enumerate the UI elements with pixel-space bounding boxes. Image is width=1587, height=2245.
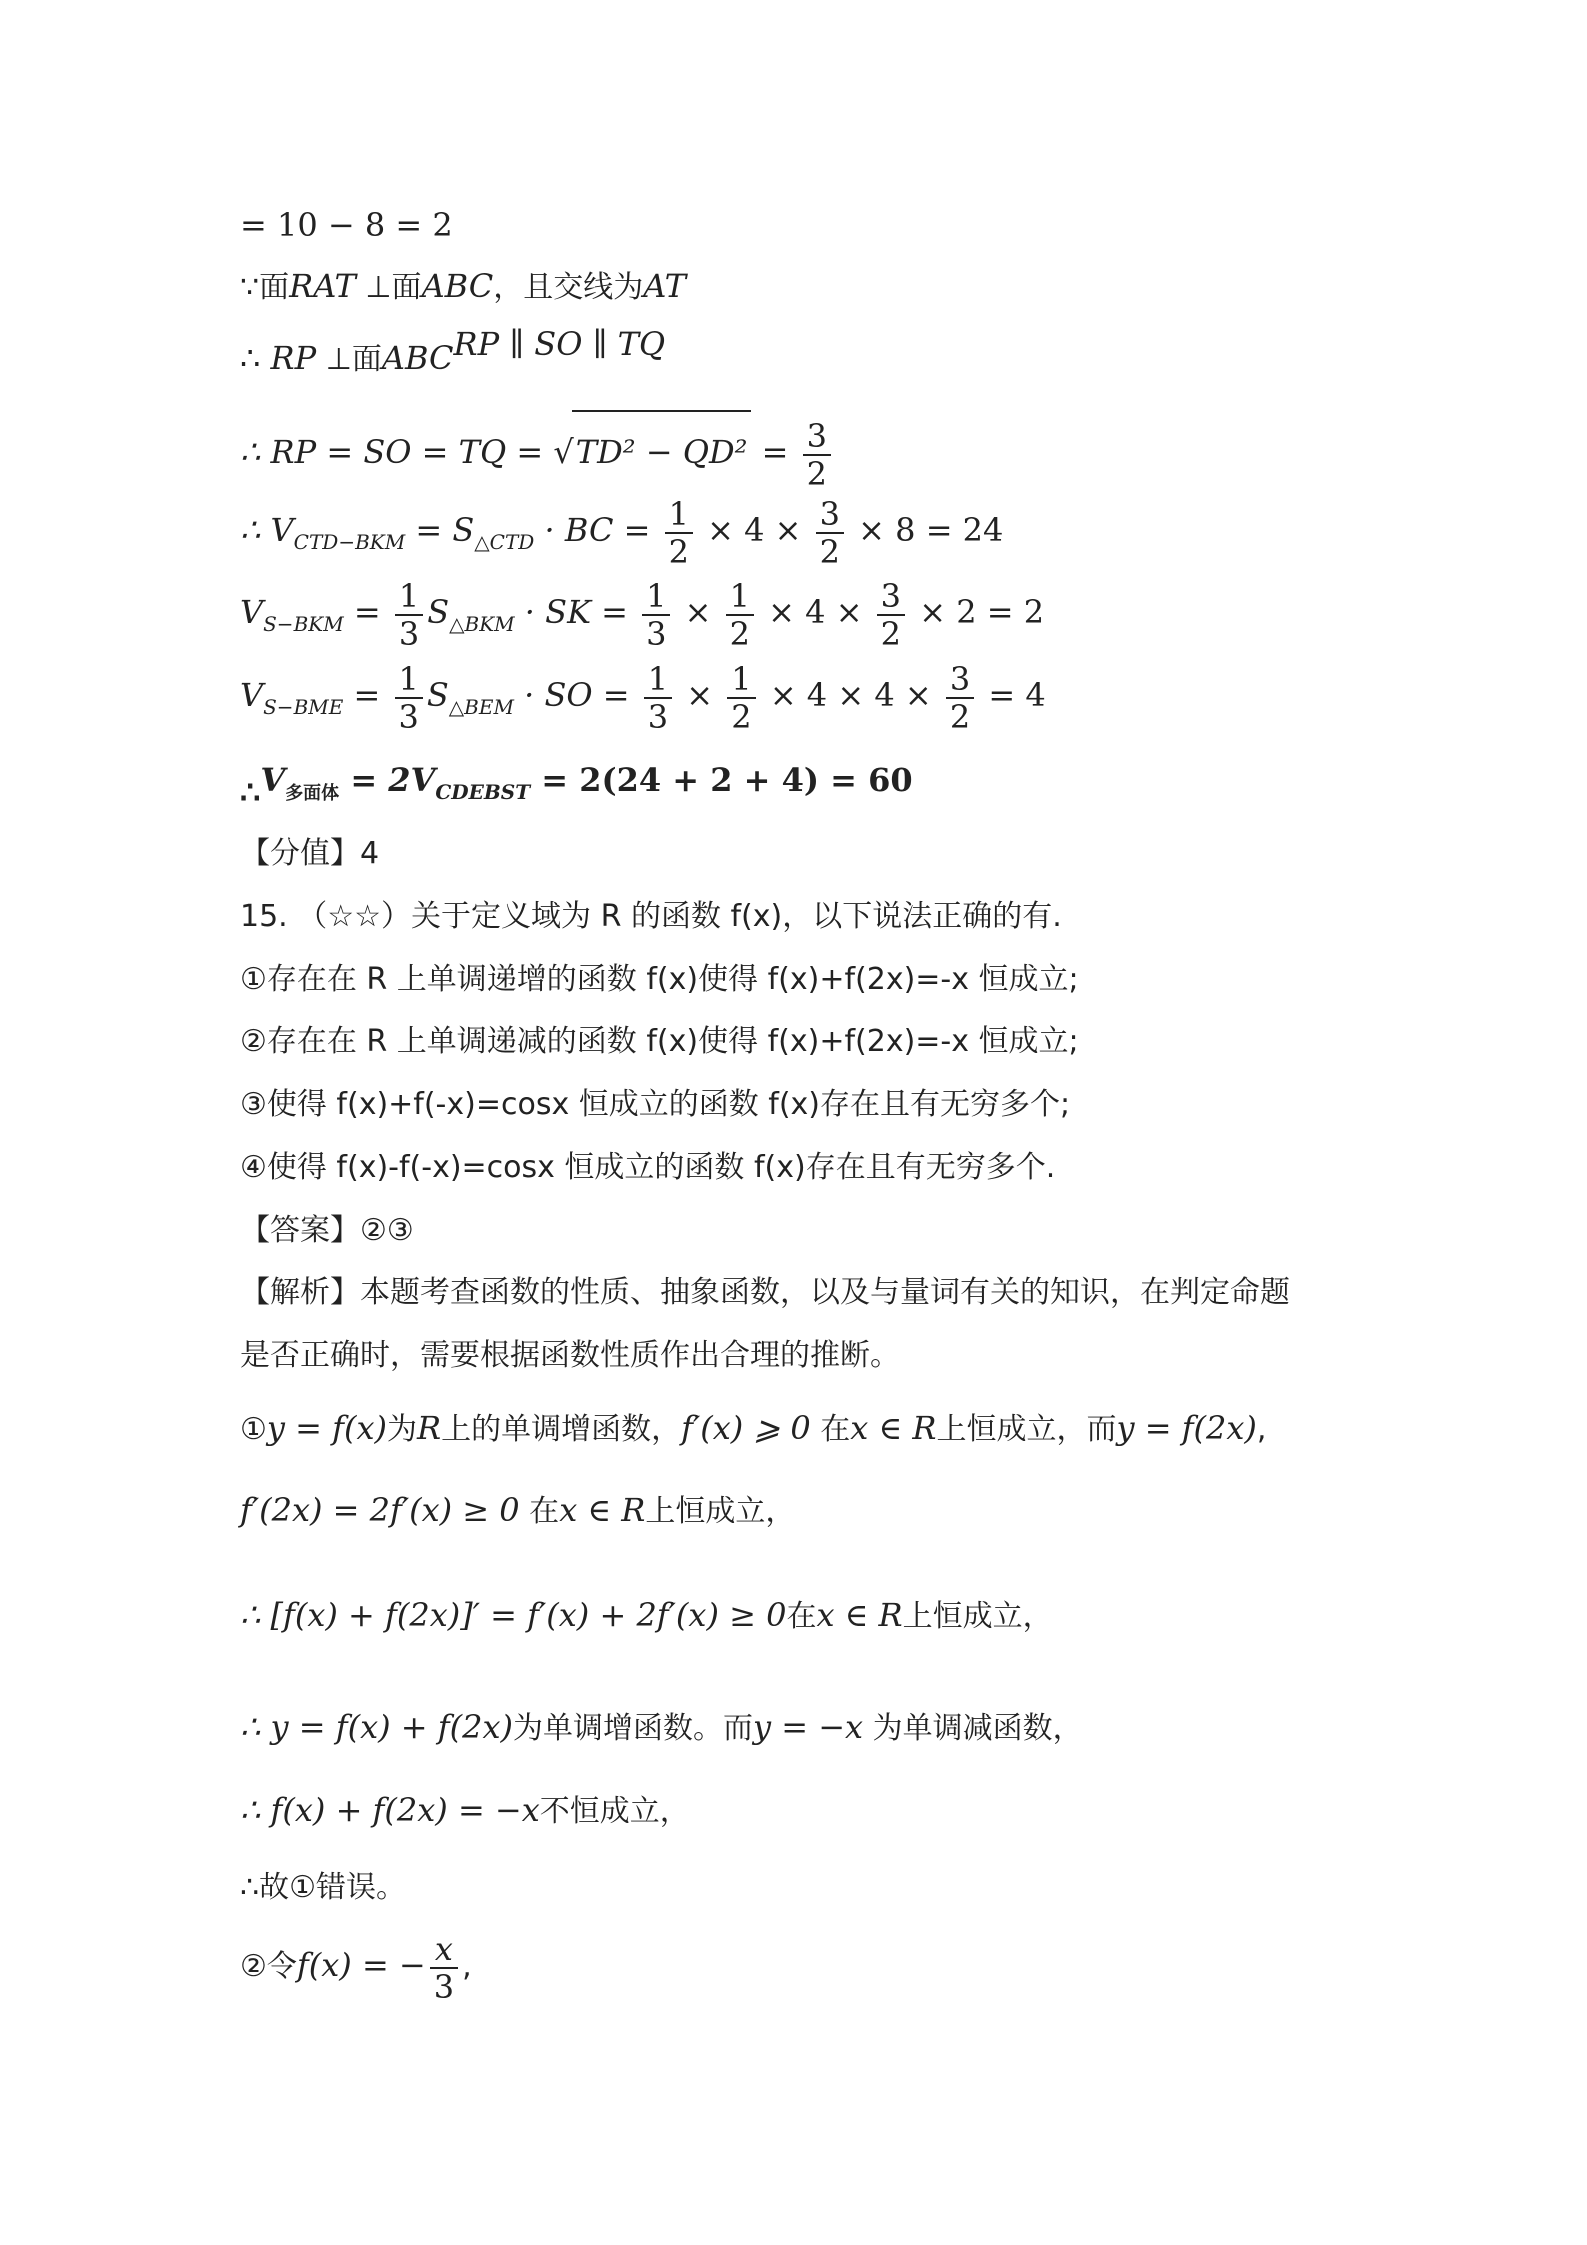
answer-label: 【答案】②③ xyxy=(240,1213,414,1248)
denominator: 3 xyxy=(398,614,420,653)
math: ∴ f(x) + f(2x) = −x xyxy=(240,1791,540,1829)
math: ∴ [f(x) + f(2x)]′ = f′(x) + 2f′(x) ≥ 0 xyxy=(240,1596,787,1634)
option-1: ①存在在 R 上单调递增的函数 f(x)使得 f(x)+f(2x)=-x 恒成立; xyxy=(240,962,1079,997)
math: ∴ RP = SO = TQ = √ xyxy=(240,433,574,471)
question-15: 15. （☆☆）关于定义域为 R 的函数 f(x)，以下说法正确的有. xyxy=(240,899,1062,934)
math: × 4 × xyxy=(758,593,873,631)
fraction xyxy=(877,578,905,652)
subscript: S−BME xyxy=(263,695,344,719)
statement-plane-perpendicular xyxy=(240,266,686,308)
score-label: 【分值】4 xyxy=(240,836,380,871)
numerator: 1 xyxy=(727,661,755,699)
math: x ∈ R xyxy=(559,1491,646,1529)
math: × 4 × xyxy=(696,511,812,549)
math: f′(2x) = 2f′(x) ≥ 0 xyxy=(240,1491,520,1529)
numerator: 3 xyxy=(877,578,905,616)
text: ⊥面 xyxy=(316,342,382,377)
subscript: S−BKM xyxy=(263,612,344,636)
equation-volume-s-bme xyxy=(240,655,1046,747)
solution-line-2 xyxy=(240,1490,795,1532)
solution-line-4 xyxy=(240,1707,1083,1749)
numerator: 1 xyxy=(726,578,754,616)
subscript: CTD−BKM xyxy=(293,530,406,554)
analysis-line-2: 是否正确时，需要根据函数性质作出合理的推断。 xyxy=(240,1338,900,1373)
denominator: 2 xyxy=(729,614,750,653)
text: 为单调减函数， xyxy=(863,1711,1083,1746)
numerator: 1 xyxy=(395,661,423,699)
option-2: ②存在在 R 上单调递减的函数 f(x)使得 f(x)+f(2x)=-x 恒成立; xyxy=(240,1024,1079,1059)
denominator: 2 xyxy=(819,532,840,571)
equation-rp-so-tq xyxy=(240,410,835,492)
option-3: ③使得 f(x)+f(-x)=cosx 恒成立的函数 f(x)存在且有无穷多个; xyxy=(240,1087,1071,1122)
solution-line-3 xyxy=(240,1595,1053,1637)
math: = S xyxy=(405,511,475,549)
math: f′(x) ⩾ 0 xyxy=(681,1409,811,1447)
fraction xyxy=(642,578,670,652)
math: f(x) = − xyxy=(296,1946,426,1984)
denominator: 2 xyxy=(668,532,689,571)
subscript: △BEM xyxy=(448,695,514,719)
fraction xyxy=(816,496,844,570)
equation-text: = 10 − 8 = 2 xyxy=(240,206,453,244)
text: ⊥面 xyxy=(355,270,422,305)
numerator: 1 xyxy=(395,578,423,616)
option-4: ④使得 f(x)-f(-x)=cosx 恒成立的函数 f(x)存在且有无穷多个. xyxy=(240,1150,1056,1185)
text: ∵面 xyxy=(240,270,290,305)
math: · SK = xyxy=(514,593,639,631)
equation-volume-s-bkm xyxy=(240,572,1044,664)
text: ① xyxy=(240,1412,267,1447)
analysis-line-1: 【解析】本题考查函数的性质、抽象函数，以及与量词有关的知识，在判定命题 xyxy=(240,1275,1290,1310)
text: 在 xyxy=(519,1494,560,1529)
text: 上恒成立， xyxy=(645,1494,796,1529)
math: × xyxy=(674,593,722,631)
solution-line-7 xyxy=(240,1925,472,2007)
fraction xyxy=(803,418,831,492)
text: 上恒成立， xyxy=(902,1599,1053,1634)
math: V xyxy=(240,676,264,714)
math: y = f(2x) xyxy=(1116,1409,1257,1447)
math: × xyxy=(676,676,724,714)
math: RP ∥ SO ∥ TQ xyxy=(453,325,666,363)
numerator: 1 xyxy=(642,578,670,616)
numerator: 1 xyxy=(644,661,672,699)
math: x ∈ R xyxy=(816,1596,903,1634)
subscript: 多面体 xyxy=(285,783,340,804)
fraction xyxy=(430,1931,458,2005)
equation-line-1 xyxy=(240,205,453,245)
math: S xyxy=(427,593,450,631)
denominator: 3 xyxy=(646,614,667,653)
math: = 2V xyxy=(339,761,436,799)
text: 为单调增函数。而 xyxy=(513,1711,753,1746)
numerator: 1 xyxy=(665,496,693,534)
text: 不恒成立， xyxy=(539,1794,690,1829)
math: RP xyxy=(270,339,317,377)
fraction xyxy=(395,661,423,735)
fraction xyxy=(644,661,672,735)
equation-total-volume xyxy=(240,760,913,814)
text: 为 xyxy=(387,1412,417,1447)
solution-line-6: ∴故①错误。 xyxy=(240,1870,406,1905)
math: RAT xyxy=(289,267,356,305)
text: , xyxy=(462,1949,472,1984)
math: · BC = xyxy=(534,511,661,549)
math: × 8 = 24 xyxy=(848,511,1004,549)
text: ∴ xyxy=(240,339,271,377)
denominator: 2 xyxy=(731,697,752,736)
statement-rp-perpendicular xyxy=(240,325,666,380)
text: ②令 xyxy=(240,1949,297,1984)
fraction xyxy=(727,661,755,735)
subscript: CDEBST xyxy=(435,780,531,804)
subscript: △BKM xyxy=(449,612,515,636)
math: ∴ y = f(x) + f(2x) xyxy=(240,1708,513,1746)
numerator: x xyxy=(430,1931,458,1969)
denominator: 2 xyxy=(949,697,971,736)
subscript: △CTD xyxy=(474,530,535,554)
fraction xyxy=(665,496,693,570)
text: 上的单调增函数， xyxy=(441,1412,682,1447)
math: × 4 × 4 × xyxy=(759,676,942,714)
math: = 2(24 + 2 + 4) = 60 xyxy=(530,761,913,799)
math: · SO = xyxy=(513,676,640,714)
fraction xyxy=(726,578,754,652)
math: y = −x xyxy=(753,1708,864,1746)
denominator: 2 xyxy=(880,614,902,653)
math: AT xyxy=(643,267,686,305)
denominator: 3 xyxy=(433,1967,455,2006)
math: TD² − QD² xyxy=(572,410,752,492)
math: ABC xyxy=(381,339,454,377)
math: S xyxy=(426,676,449,714)
numerator: 3 xyxy=(816,496,844,534)
math: × 2 = 2 xyxy=(909,593,1045,631)
fraction xyxy=(946,661,974,735)
math: ∴ xyxy=(240,773,261,811)
math: ABC xyxy=(421,267,494,305)
text: 上恒成立，而 xyxy=(936,1412,1117,1447)
denominator: 3 xyxy=(398,697,419,736)
equation-volume-ctd-bkm xyxy=(240,490,1003,582)
denominator: 2 xyxy=(806,454,827,493)
text: 在 xyxy=(786,1599,817,1634)
math: = 4 xyxy=(978,676,1046,714)
math: R xyxy=(417,1409,442,1447)
numerator: 3 xyxy=(803,418,831,456)
math: V xyxy=(260,761,286,799)
math: = xyxy=(343,593,391,631)
math: = xyxy=(343,676,391,714)
solution-line-1 xyxy=(240,1408,1266,1450)
math: V xyxy=(240,593,264,631)
numerator: 3 xyxy=(946,661,974,699)
fraction xyxy=(395,578,423,652)
math: y = f(x) xyxy=(266,1409,387,1447)
denominator: 3 xyxy=(647,697,669,736)
text: , xyxy=(1256,1412,1267,1447)
text: 在 xyxy=(810,1412,851,1447)
math: x ∈ R xyxy=(850,1409,937,1447)
math: = xyxy=(751,433,799,471)
text: ，且交线为 xyxy=(493,270,644,305)
math: ∴ V xyxy=(240,511,294,549)
solution-line-5 xyxy=(240,1790,690,1832)
